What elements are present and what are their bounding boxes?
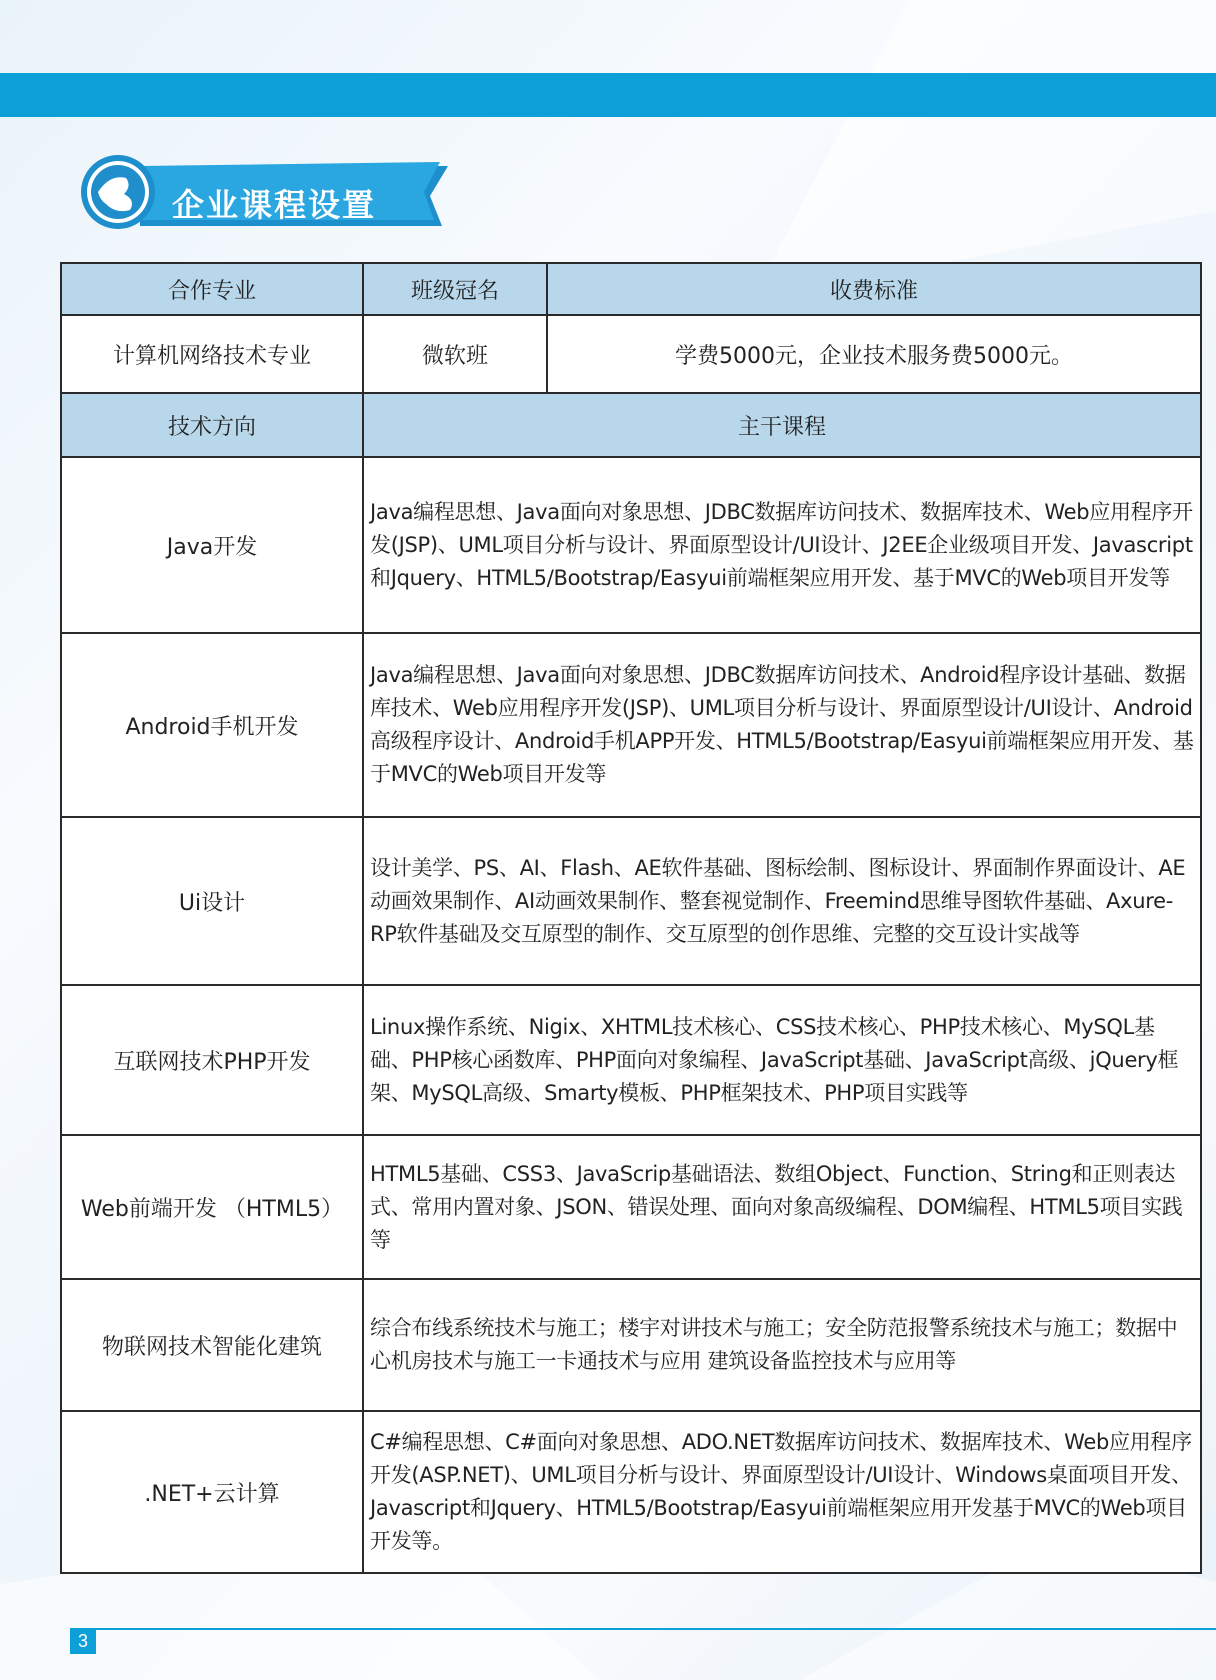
table-row (61, 633, 1201, 817)
direction-name: Java开发 (61, 457, 363, 633)
header-direction: 技术方向 (61, 393, 363, 457)
section-title: 企业课程设置 (172, 186, 377, 224)
course-table (60, 262, 1202, 1574)
page-number: 3 (70, 1628, 96, 1654)
direction-name: .NET+云计算 (61, 1411, 363, 1573)
direction-name: 物联网技术智能化建筑 (61, 1279, 363, 1411)
footer-line (96, 1628, 1216, 1630)
direction-courses: 综合布线系统技术与施工；楼宇对讲技术与施工；安全防范报警系统技术与施工；数据中心机房技术与施工一卡通技术与应用 建筑设备监控技术与应用等 (363, 1279, 1201, 1411)
header-class-name: 班级冠名 (363, 263, 547, 315)
header-major: 合作专业 (61, 263, 363, 315)
direction-courses: Java编程思想、Java面向对象思想、JDBC数据库访问技术、Android程序设计基础、数据库技术、Web应用程序开发(JSP)、UML项目分析与设计、界面原型设计/UI设计、Android高级程序设计、Android手机APP开发、HTML5/Bootstrap/Easyui前端框架应用开发、基于MVC的Web项目开发等 (363, 633, 1201, 817)
header-fee: 收费标准 (547, 263, 1201, 315)
direction-courses: Linux操作系统、Nigix、XHTML技术核心、CSS技术核心、PHP技术核心、MySQL基础、PHP核心函数库、PHP面向对象编程、JavaScript基础、JavaScript高级、jQuery框架、MySQL高级、Smarty模板、PHP框架技术、PHP项目实践等 (363, 985, 1201, 1135)
table-row (61, 1411, 1201, 1573)
info-row (61, 315, 1201, 393)
info-major: 计算机网络技术专业 (61, 315, 363, 393)
table-row (61, 817, 1201, 985)
direction-name: Android手机开发 (61, 633, 363, 817)
header-band (0, 73, 1216, 117)
direction-courses: HTML5基础、CSS3、JavaScrip基础语法、数组Object、Function、String和正则表达式、常用内置对象、JSON、错误处理、面向对象高级编程、DOM编程、HTML5项目实践等 (363, 1135, 1201, 1279)
table-row (61, 985, 1201, 1135)
table-row (61, 1279, 1201, 1411)
table-row (61, 1135, 1201, 1279)
direction-name: 互联网技术PHP开发 (61, 985, 363, 1135)
info-fee: 学费5000元，企业技术服务费5000元。 (547, 315, 1201, 393)
header-courses: 主干课程 (363, 393, 1201, 457)
direction-courses: C#编程思想、C#面向对象思想、ADO.NET数据库访问技术、数据库技术、Web应用程序开发(ASP.NET)、UML项目分析与设计、界面原型设计/UI设计、Windows桌面项目开发、Javascript和Jquery、HTML5/Bootstrap/Easyui前端框架应用开发基于MVC的Web项目开发等。 (363, 1411, 1201, 1573)
info-class-name: 微软班 (363, 315, 547, 393)
direction-name: Web前端开发 （HTML5） (61, 1135, 363, 1279)
direction-courses: 设计美学、PS、AI、Flash、AE软件基础、图标绘制、图标设计、界面制作界面设计、AE动画效果制作、AI动画效果制作、整套视觉制作、Freemind思维导图软件基础、Axure-RP软件基础及交互原型的制作、交互原型的创作思维、完整的交互设计实战等 (363, 817, 1201, 985)
table-row (61, 457, 1201, 633)
direction-header-row (61, 393, 1201, 457)
direction-name: Ui设计 (61, 817, 363, 985)
background-facet (700, 0, 1216, 300)
direction-courses: Java编程思想、Java面向对象思想、JDBC数据库访问技术、数据库技术、Web应用程序开发(JSP)、UML项目分析与设计、界面原型设计/UI设计、J2EE企业级项目开发、Javascript和Jquery、HTML5/Bootstrap/Easyui前端框架应用开发、基于MVC的Web项目开发等 (363, 457, 1201, 633)
table-header-row (61, 263, 1201, 315)
